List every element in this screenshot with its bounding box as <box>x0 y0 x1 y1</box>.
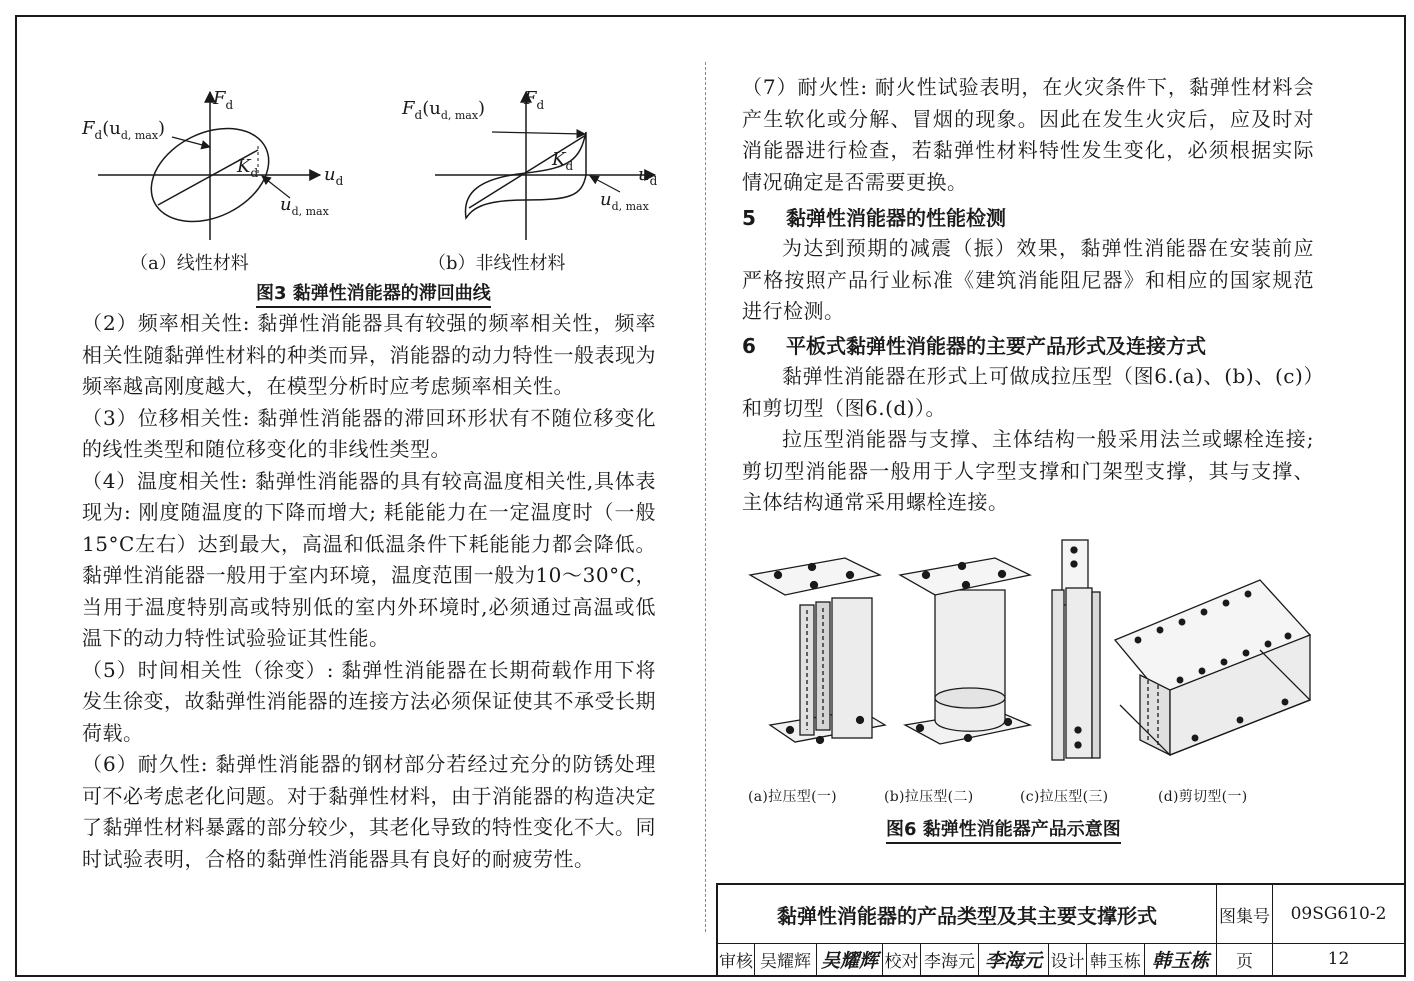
left-text-column <box>82 308 656 875</box>
paragraph-connection: 拉压型消能器与支撑、主体结构一般采用法兰或螺栓连接; 剪切型消能器一般用于人字型支撑和门架型支撑，其与支撑、主体结构通常采用螺栓连接。 <box>742 427 1314 514</box>
paragraph-durability: （6）耐久性: 黏弹性消能器的钢材部分若经过充分的防锈处理可不必考虑老化问题。对于黏弹性材料，由于消能器的构造决定了黏弹性材料暴露的部分较少，其老化导致的特性变化不大。同时试验表明，合格的黏弹性消能器具有良好的耐疲劳性。 <box>82 752 656 871</box>
right-umax-label: u <box>600 189 612 210</box>
drawing-title: 黏弹性消能器的产品类型及其主要支撑形式 <box>777 903 1157 928</box>
figure6-label-b: (b)拉压型(二) <box>884 789 974 805</box>
section6-number: 6 <box>742 334 756 358</box>
figure6-label-a: (a)拉压型(一) <box>748 789 837 805</box>
paragraph-frequency: （2）频率相关性: 黏弹性消能器具有较强的频率相关性，频率相关性随黏弹性材料的种类而异，消能器的动力特性一般表现为频率越高刚度越大，在模型分析时应考虑频率相关性。 <box>82 311 656 398</box>
designer-name: 韩玉栋 <box>1086 943 1144 975</box>
figure3-caption: 图3 黏弹性消能器的滞回曲线 <box>256 279 491 308</box>
damper-a-illustration <box>750 558 885 744</box>
svg-text:ud: $u_d$ <box>638 164 658 188</box>
paragraph-fire-resistance: （7）耐火性: 耐火性试验表明，在火灾条件下，黏弹性材料会产生软化或分解、冒烟的现象。因此在发生火灾后，应及时对消能器进行检查，若黏弹性材料特性发生变化，必须根据实际情况确定是否需要更换。 <box>742 75 1314 194</box>
svg-text:Fd: $F_d$ <box>213 88 234 112</box>
section6-title: 平板式黏弹性消能器的主要产品形式及连接方式 <box>786 334 1206 358</box>
checker-name: 李海元 <box>920 943 978 975</box>
reviewer-signature: 吴耀辉 <box>816 943 882 975</box>
svg-text:ud, max: $u_{d, max}$ <box>600 189 649 213</box>
left-umax-label: u <box>280 194 292 215</box>
column-divider <box>705 62 706 932</box>
title-block <box>716 883 1406 977</box>
figure6-illustrations <box>740 530 1320 775</box>
section5-number: 5 <box>742 206 756 230</box>
right-ud-label: u <box>638 164 650 185</box>
figure6-label-c: (c)拉压型(三) <box>1020 789 1109 805</box>
review-label: 审核 <box>719 951 753 972</box>
check-label: 校对 <box>882 943 920 975</box>
svg-text:Fd: $F_d$ <box>524 88 545 112</box>
page-number: 12 <box>1272 943 1404 975</box>
atlas-number: 09SG610-2 <box>1272 885 1404 943</box>
section5-heading <box>742 202 1006 231</box>
section6-heading <box>742 330 1206 359</box>
figure3-subcaption-b: （b）非线性材料 <box>428 253 566 274</box>
page-label: 页 <box>1216 943 1272 975</box>
left-kd-label: K <box>237 156 251 177</box>
left-fmax-label: F <box>82 118 95 139</box>
section6-text <box>742 361 1314 519</box>
svg-text:Fd(ud, max): $F_d(u_{d, max})$ <box>82 118 166 142</box>
svg-text:ud, max: $u_{d, max}$ <box>280 194 329 218</box>
right-kd-label: K <box>552 149 566 170</box>
right-fd-label: F <box>524 88 537 109</box>
svg-text:ud: $u_d$ <box>324 164 344 188</box>
design-label: 设计 <box>1048 943 1086 975</box>
reviewer-name: 吴耀辉 <box>754 943 816 975</box>
figure6-caption: 图6 黏弹性消能器产品示意图 <box>886 815 1121 844</box>
paragraph-product-forms: 黏弹性消能器在形式上可做成拉压型（图6.(a)、(b)、(c)）和剪切型（图6.(d)）。 <box>742 364 1314 420</box>
figure6-label-d: (d)剪切型(一) <box>1158 789 1248 805</box>
paragraph-temperature: （4）温度相关性: 黏弹性消能器的具有较高温度相关性,具体表现为: 刚度随温度的下降而增大; 耗能能力在一定温度时（一般15°C左右）达到最大，高温和低温条件下耗能能力都会降低。黏弹性消能器一般用于室内环境，温度范围一般为10～30°C，当用于温度特别高或特别低的室内外环境时,必须通过高温或低温下的动力特性试验验证其性能。 <box>82 468 656 650</box>
left-ud-label: u <box>324 164 336 185</box>
atlas-number-label: 图集号 <box>1216 885 1272 943</box>
damper-c-illustration <box>1052 540 1100 760</box>
designer-signature: 韩玉栋 <box>1144 943 1216 975</box>
checker-signature: 李海元 <box>978 943 1048 975</box>
svg-text:Kd: $K_d$ <box>552 149 574 173</box>
section5-title: 黏弹性消能器的性能检测 <box>786 206 1006 230</box>
figure3-subcaption-a: （a）线性材料 <box>130 253 249 274</box>
paragraph-time: （5）时间相关性（徐变）: 黏弹性消能器在长期荷载作用下将发生徐变，故黏弹性消能器的连接方法必须保证使其不承受长期荷载。 <box>82 657 656 745</box>
linear-hysteresis-plot <box>98 92 320 240</box>
paragraph-testing: 为达到预期的减震（振）效果，黏弹性消能器在安装前应严格按照产品行业标准《建筑消能阻尼器》和相应的国家规范进行检测。 <box>742 236 1314 323</box>
svg-text:Fd(ud, max): $F_d(u_{d, max})$ <box>402 98 486 122</box>
paragraph-displacement: （3）位移相关性: 黏弹性消能器的滞回环形状有不随位移变化的线性类型和随位移变化的非线性类型。 <box>82 405 656 461</box>
damper-b-illustration <box>900 558 1030 744</box>
figure3-diagrams <box>80 80 680 255</box>
damper-d-illustration <box>1115 580 1310 755</box>
right-fmax-label: F <box>402 98 415 119</box>
svg-text:Kd: $K_d$ <box>237 156 259 180</box>
left-fd-label: F <box>213 88 226 109</box>
